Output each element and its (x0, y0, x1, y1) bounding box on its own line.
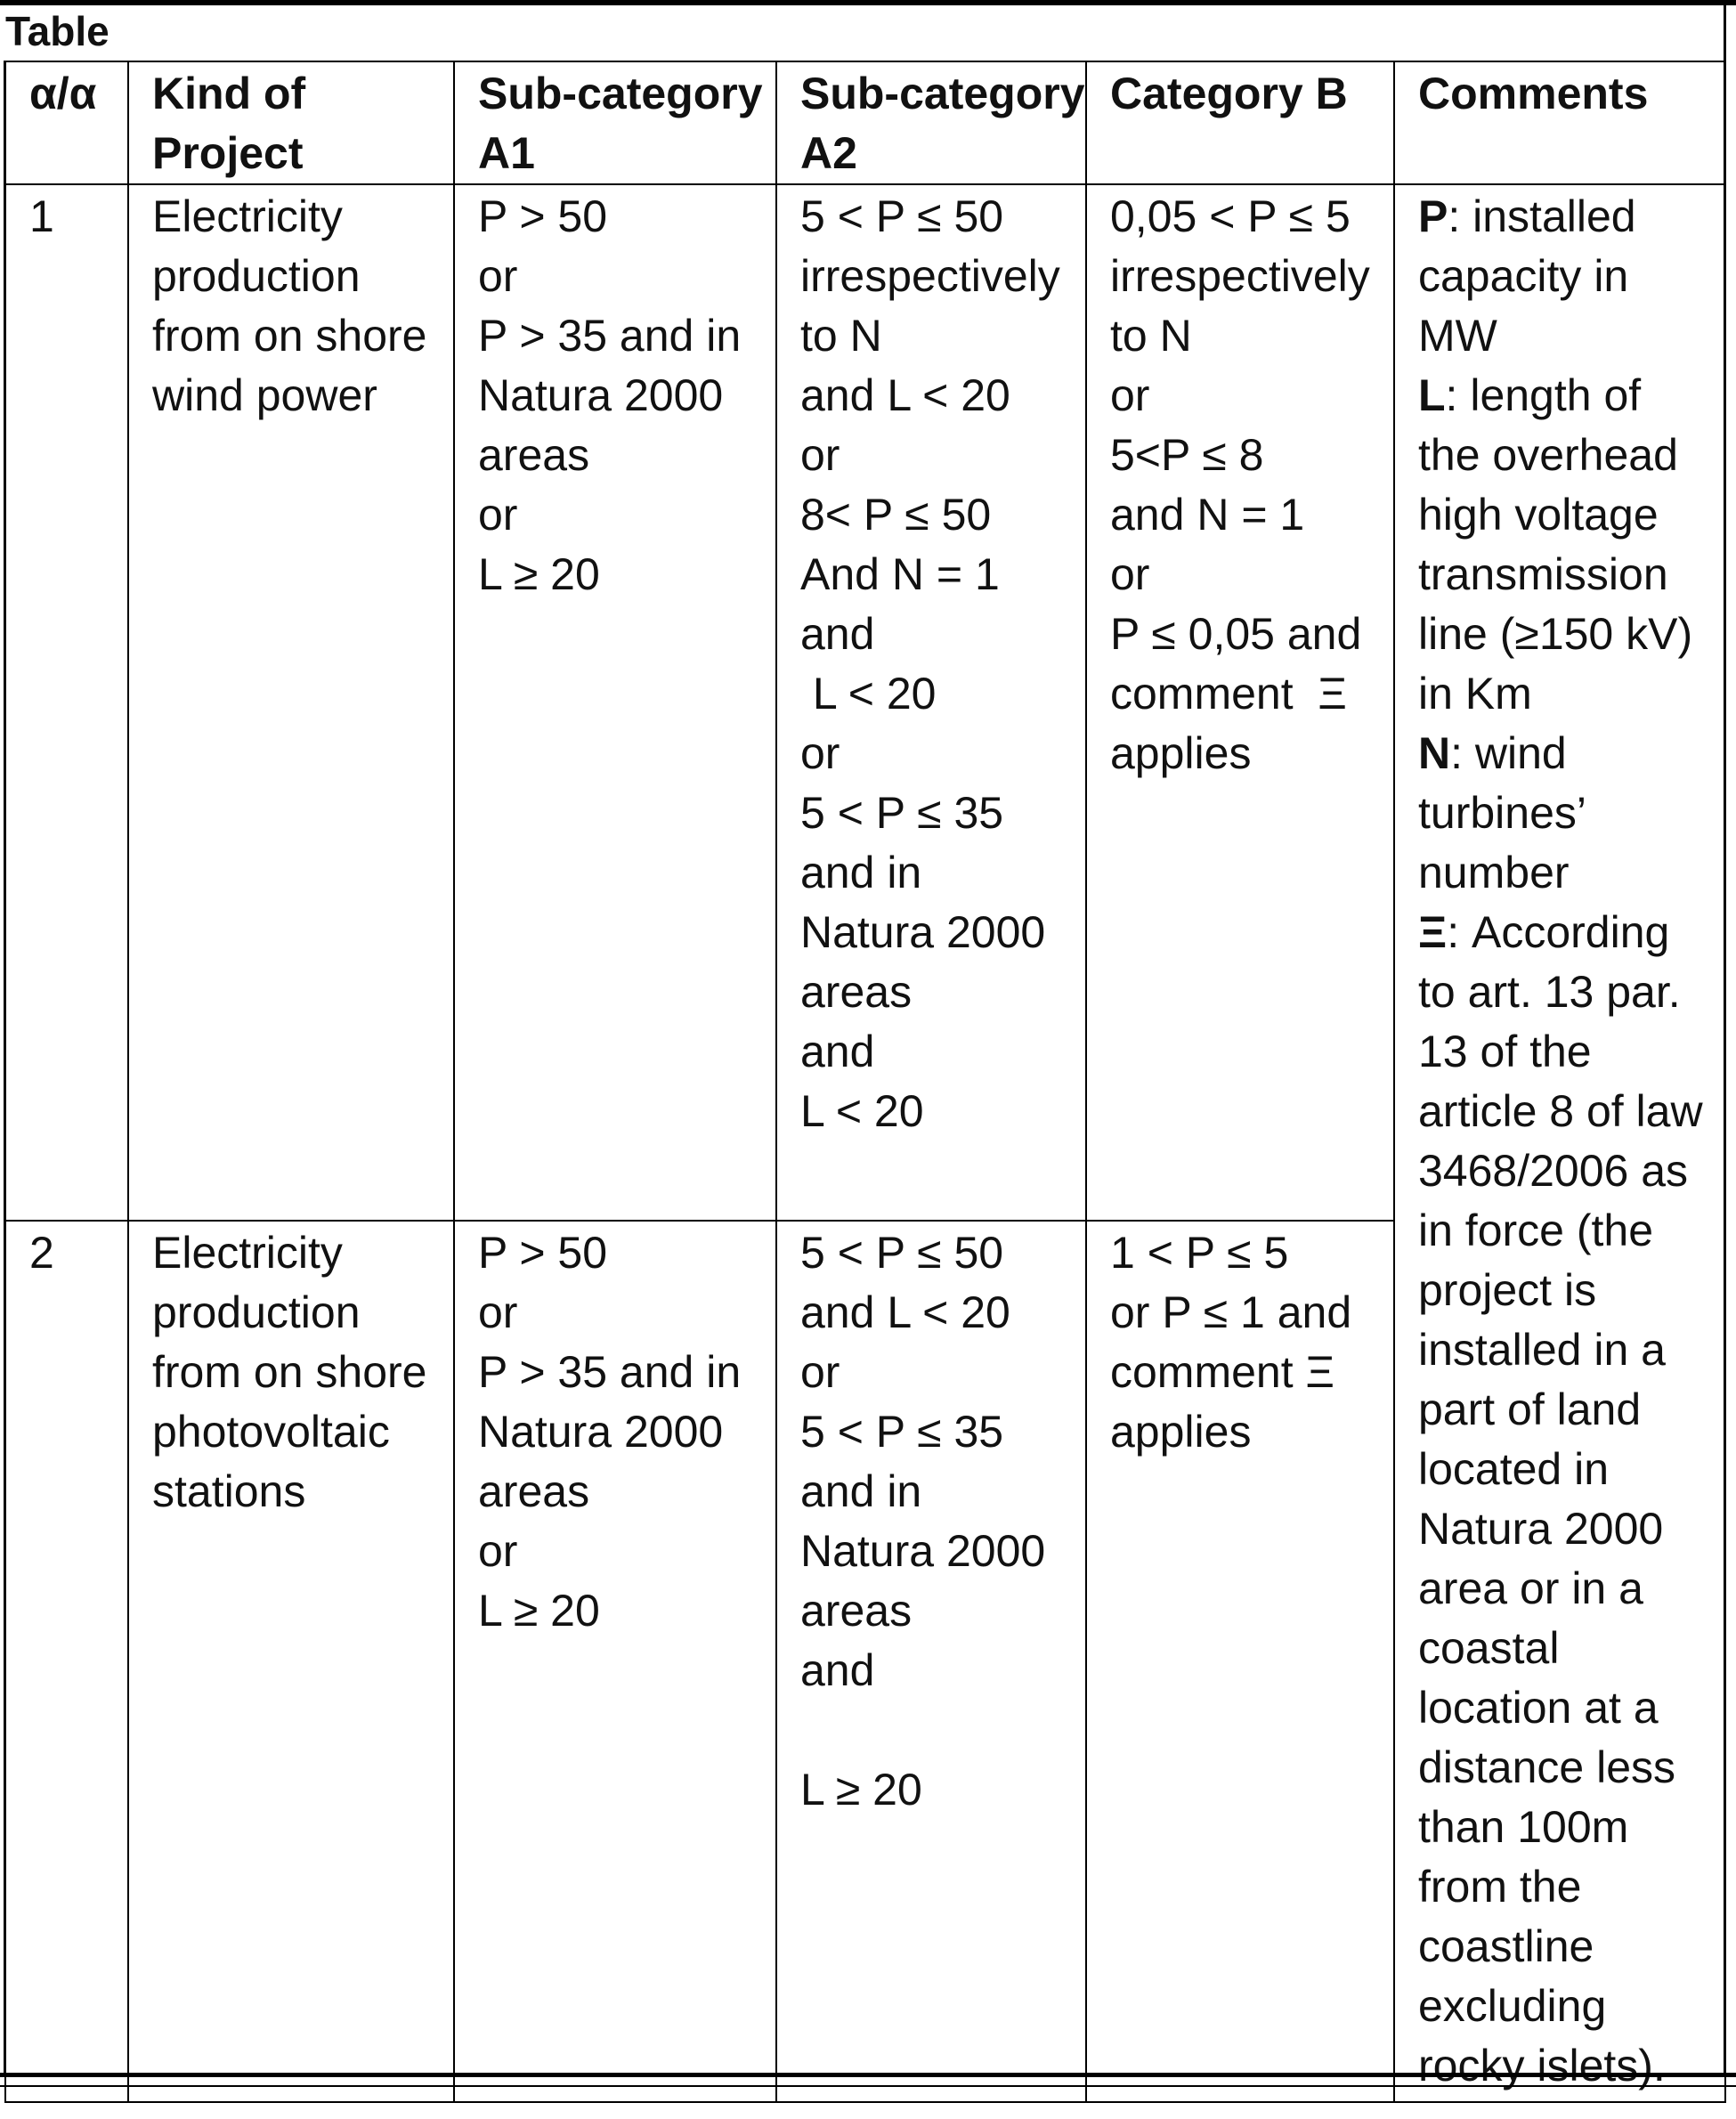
header-sub-category-a2: Sub-category A2 (776, 61, 1086, 184)
cell-line: or P ≤ 1 and (1110, 1287, 1352, 1337)
cell-line: L < 20 (800, 669, 937, 719)
cell-line: and (800, 1644, 875, 1695)
cell-line: or (1110, 549, 1150, 599)
comment-text: Natura 2000 (1418, 1504, 1664, 1554)
comment-text: high voltage (1418, 490, 1659, 540)
comment-text: article 8 of law (1418, 1086, 1703, 1136)
comment-line (1418, 783, 1708, 843)
cell-line: comment Ξ (1110, 1346, 1335, 1397)
comment-line (1418, 724, 1708, 783)
comment-key: L (1418, 370, 1446, 420)
cell-line: 5 < P ≤ 35 (800, 788, 1004, 838)
comment-line (1418, 1559, 1708, 1619)
comment-line (1418, 1320, 1708, 1380)
comment-text: excluding (1418, 1981, 1607, 2031)
cell-line: areas (800, 967, 913, 1017)
comment-text: area or in a (1418, 1563, 1643, 1613)
comment-line (1418, 426, 1708, 485)
comment-line (1418, 664, 1708, 724)
comment-line (1418, 366, 1708, 426)
header-row (5, 61, 1725, 184)
cell-line: or (478, 490, 518, 540)
comment-line (1418, 903, 1708, 962)
cell-line: P > 35 and in (478, 311, 742, 361)
cell-line: wind power (152, 370, 377, 420)
comment-text: : According (1447, 907, 1670, 957)
comment-line (1418, 843, 1708, 903)
cell-line: from on shore (152, 1346, 427, 1397)
cell-line: comment Ξ (1110, 669, 1347, 719)
comment-text: 13 of the (1418, 1027, 1592, 1076)
comment-line (1418, 247, 1708, 306)
comment-line (1418, 306, 1708, 366)
comment-text: than 100m (1418, 1802, 1629, 1852)
comment-text: coastal (1418, 1623, 1560, 1673)
cell-line: Electricity (152, 1227, 343, 1278)
cell-line: areas (478, 1465, 590, 1516)
cell-line: 5<P ≤ 8 (1110, 430, 1264, 480)
cell-line: or (800, 430, 840, 480)
cell-line: and N = 1 (1110, 490, 1305, 540)
row-number: 2 (5, 1221, 128, 2102)
comment-text: project is (1418, 1265, 1597, 1315)
cell-line: irrespectively (1110, 251, 1370, 301)
cell-line: P > 50 (478, 191, 608, 241)
cell-line: Electricity (152, 191, 343, 241)
table-title-bar (0, 0, 1736, 61)
comment-line (1418, 1619, 1708, 1678)
comment-text: : installed (1448, 191, 1636, 241)
header-comments: Comments (1394, 61, 1725, 184)
row-number: 1 (5, 184, 128, 1221)
header-aa: α/α (5, 61, 128, 184)
comment-line (1418, 187, 1708, 247)
comment-text: capacity in (1418, 251, 1629, 301)
table-row (5, 184, 1725, 1221)
comment-text: in force (the (1418, 1206, 1654, 1255)
cell-line: photovoltaic (152, 1406, 390, 1457)
comment-line (1418, 1738, 1708, 1798)
cell-line: P ≤ 0,05 and (1110, 609, 1362, 659)
cell-line: to N (800, 311, 882, 361)
comment-line (1418, 1499, 1708, 1559)
cell-line: P > 35 and in (478, 1346, 742, 1397)
comment-text: installed in a (1418, 1325, 1666, 1375)
comment-text: to art. 13 par. (1418, 967, 1681, 1017)
table-title: Table (5, 8, 110, 54)
comment-text: MW (1418, 311, 1497, 361)
cell-line: Natura 2000 (800, 907, 1046, 957)
cell-line: and (800, 1027, 875, 1076)
cell-line: 5 < P ≤ 50 (800, 1227, 1004, 1278)
comment-text: distance less (1418, 1742, 1676, 1792)
header-sub-category-a1: Sub-category A1 (454, 61, 776, 184)
sub-category-a1-cell (454, 184, 776, 1221)
cell-line: or (478, 1525, 518, 1576)
cell-line: 5 < P ≤ 50 (800, 191, 1004, 241)
table-bottom-rule (0, 2085, 1736, 2087)
comment-text: the overhead (1418, 430, 1678, 480)
kind-of-project-cell (128, 1221, 454, 2102)
comment-text: from the (1418, 1862, 1582, 1912)
cell-line: irrespectively (800, 251, 1060, 301)
comment-line (1418, 1141, 1708, 1201)
comment-text: in Km (1418, 669, 1532, 719)
header-category-b: Category B (1086, 61, 1394, 184)
cell-line: applies (1110, 728, 1252, 778)
cell-line: production (152, 1287, 361, 1337)
table-left-border (4, 61, 6, 2074)
cell-line: Natura 2000 (478, 1406, 724, 1457)
comment-text: number (1418, 848, 1570, 897)
cell-line: or (478, 1287, 518, 1337)
cell-line: L ≥ 20 (800, 1764, 922, 1815)
sub-category-a2-cell (776, 1221, 1086, 2102)
cell-line: applies (1110, 1406, 1252, 1457)
cell-line: areas (478, 430, 590, 480)
cell-line: or (800, 728, 840, 778)
comment-line (1418, 1380, 1708, 1440)
category-b-cell (1086, 1221, 1394, 2102)
comment-line (1418, 1261, 1708, 1320)
category-b-cell (1086, 184, 1394, 1221)
sub-category-a2-cell (776, 184, 1086, 1221)
kind-of-project-cell (128, 184, 454, 1221)
comment-line (1418, 485, 1708, 545)
cell-line: from on shore (152, 311, 427, 361)
cell-line: L ≥ 20 (478, 549, 600, 599)
comment-line (1418, 1022, 1708, 1082)
comment-key: N (1418, 728, 1451, 778)
cell-line: and L < 20 (800, 370, 1010, 420)
cell-line: Natura 2000 (800, 1525, 1046, 1576)
comment-text: : length of (1445, 370, 1642, 420)
cell-line: and L < 20 (800, 1287, 1010, 1337)
comment-text: rocky islets). (1418, 2041, 1666, 2091)
cell-line: and in (800, 848, 922, 897)
table-right-border (1724, 5, 1726, 2074)
cell-line: and in (800, 1465, 922, 1516)
comments-cell (1394, 184, 1725, 2102)
cell-line (800, 1701, 1069, 1760)
comment-text: coastline (1418, 1921, 1594, 1971)
cell-line: 8< P ≤ 50 (800, 490, 992, 540)
comment-line (1418, 1678, 1708, 1738)
cell-line: 1 < P ≤ 5 (1110, 1227, 1289, 1278)
cell-line: or (478, 251, 518, 301)
comment-text: line (≥150 kV) (1418, 609, 1693, 659)
comment-line (1418, 1917, 1708, 1977)
cell-line: P > 50 (478, 1227, 608, 1278)
comment-line (1418, 1977, 1708, 2036)
comment-text: located in (1418, 1444, 1610, 1494)
header-kind: Kind of Project (128, 61, 454, 184)
cell-line: and (800, 609, 875, 659)
comment-line (1418, 1798, 1708, 1857)
comment-line (1418, 962, 1708, 1022)
projects-table (4, 61, 1726, 2103)
comment-line (1418, 605, 1708, 664)
comment-text: turbines’ (1418, 788, 1586, 838)
comment-key: P (1418, 191, 1448, 241)
cell-line: to N (1110, 311, 1192, 361)
cell-line: Natura 2000 (478, 370, 724, 420)
comment-key: Ξ (1418, 907, 1448, 957)
cell-line: or (800, 1346, 840, 1397)
cell-line: 5 < P ≤ 35 (800, 1406, 1004, 1457)
comment-line (1418, 1082, 1708, 1141)
cell-line: And N = 1 (800, 549, 1000, 599)
table-bottom-border (0, 2073, 1736, 2077)
comment-text: transmission (1418, 549, 1668, 599)
cell-line: production (152, 251, 361, 301)
comment-text: 3468/2006 as (1418, 1146, 1689, 1196)
comment-text: part of land (1418, 1384, 1642, 1434)
cell-line: L ≥ 20 (478, 1585, 600, 1636)
comment-line (1418, 545, 1708, 605)
cell-line: stations (152, 1465, 306, 1516)
comment-line (1418, 1440, 1708, 1499)
comment-line (1418, 1857, 1708, 1917)
comment-line (1418, 1201, 1708, 1261)
comment-text: location at a (1418, 1683, 1659, 1733)
sub-category-a1-cell (454, 1221, 776, 2102)
cell-line: 0,05 < P ≤ 5 (1110, 191, 1351, 241)
cell-line: areas (800, 1585, 913, 1636)
cell-line: L < 20 (800, 1086, 924, 1136)
cell-line: or (1110, 370, 1150, 420)
comment-text: : wind (1450, 728, 1567, 778)
